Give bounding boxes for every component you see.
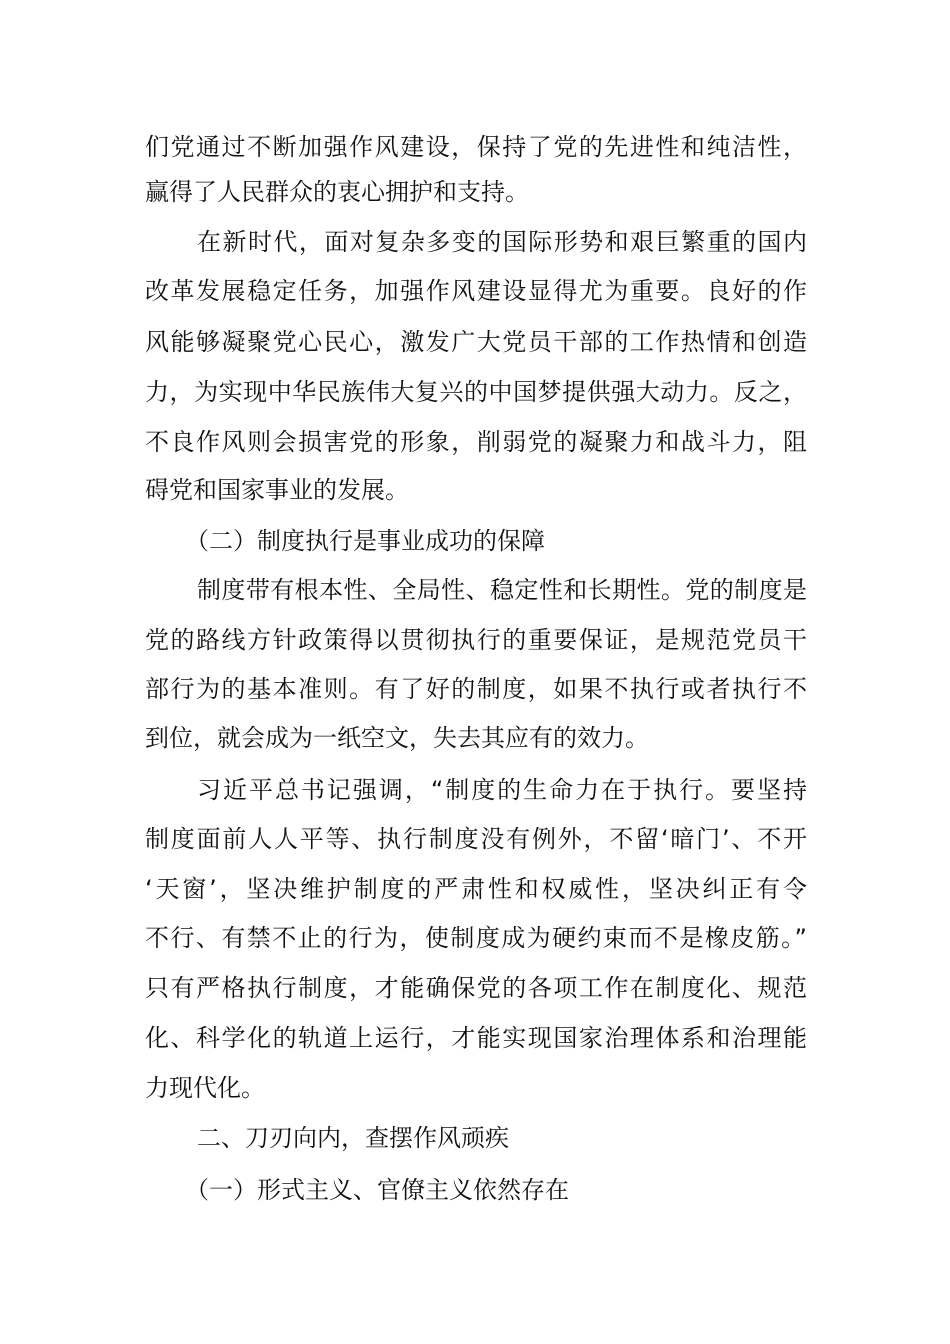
paragraph-line: 力，为实现中华民族伟大复兴的中国梦提供强大动力。反之， (145, 378, 807, 406)
paragraph-line: 在新时代，面对复杂多变的国际形势和艰巨繁重的国内 (197, 228, 807, 256)
paragraph-line: 党的路线方针政策得以贯彻执行的重要保证，是规范党员干 (145, 626, 807, 654)
paragraph-line: 制度面前人人平等、执行制度没有例外，不留‘暗门’、不开 (145, 825, 807, 853)
paragraph-line: 不良作风则会损害党的形象，削弱党的凝聚力和战斗力，阻 (145, 428, 807, 456)
paragraph-line: 赢得了人民群众的衷心拥护和支持。 (145, 178, 529, 206)
subsection-heading: （一）形式主义、官僚主义依然存在 (185, 1176, 569, 1204)
paragraph-line: 制度带有根本性、全局性、稳定性和长期性。党的制度是 (197, 576, 807, 604)
paragraph-line: 不行、有禁不止的行为，使制度成为硬约束而不是橡皮筋。” (145, 924, 807, 952)
paragraph-line: 习近平总书记强调，“制度的生命力在于执行。要坚持 (197, 776, 807, 804)
paragraph-line: 风能够凝聚党心民心，激发广大党员干部的工作热情和创造 (145, 328, 807, 356)
paragraph-line: 们党通过不断加强作风建设，保持了党的先进性和纯洁性， (145, 133, 807, 161)
paragraph-line: ‘天窗’，坚决维护制度的严肃性和权威性，坚决纠正有令 (145, 875, 807, 903)
paragraph-line: 化、科学化的轨道上运行，才能实现国家治理体系和治理能 (145, 1024, 807, 1052)
paragraph-line: 碍党和国家事业的发展。 (145, 476, 409, 504)
paragraph-line: 部行为的基本准则。有了好的制度，如果不执行或者执行不 (145, 675, 807, 703)
paragraph-line: 改革发展稳定任务，加强作风建设显得尤为重要。良好的作 (145, 277, 807, 305)
section-heading: 二、刀刃向内，查摆作风顽疾 (197, 1124, 509, 1152)
section-heading: （二）制度执行是事业成功的保障 (185, 527, 545, 555)
paragraph-line: 力现代化。 (145, 1074, 265, 1102)
paragraph-line: 到位，就会成为一纸空文，失去其应有的效力。 (145, 724, 649, 752)
paragraph-line: 只有严格执行制度，才能确保党的各项工作在制度化、规范 (145, 974, 807, 1002)
